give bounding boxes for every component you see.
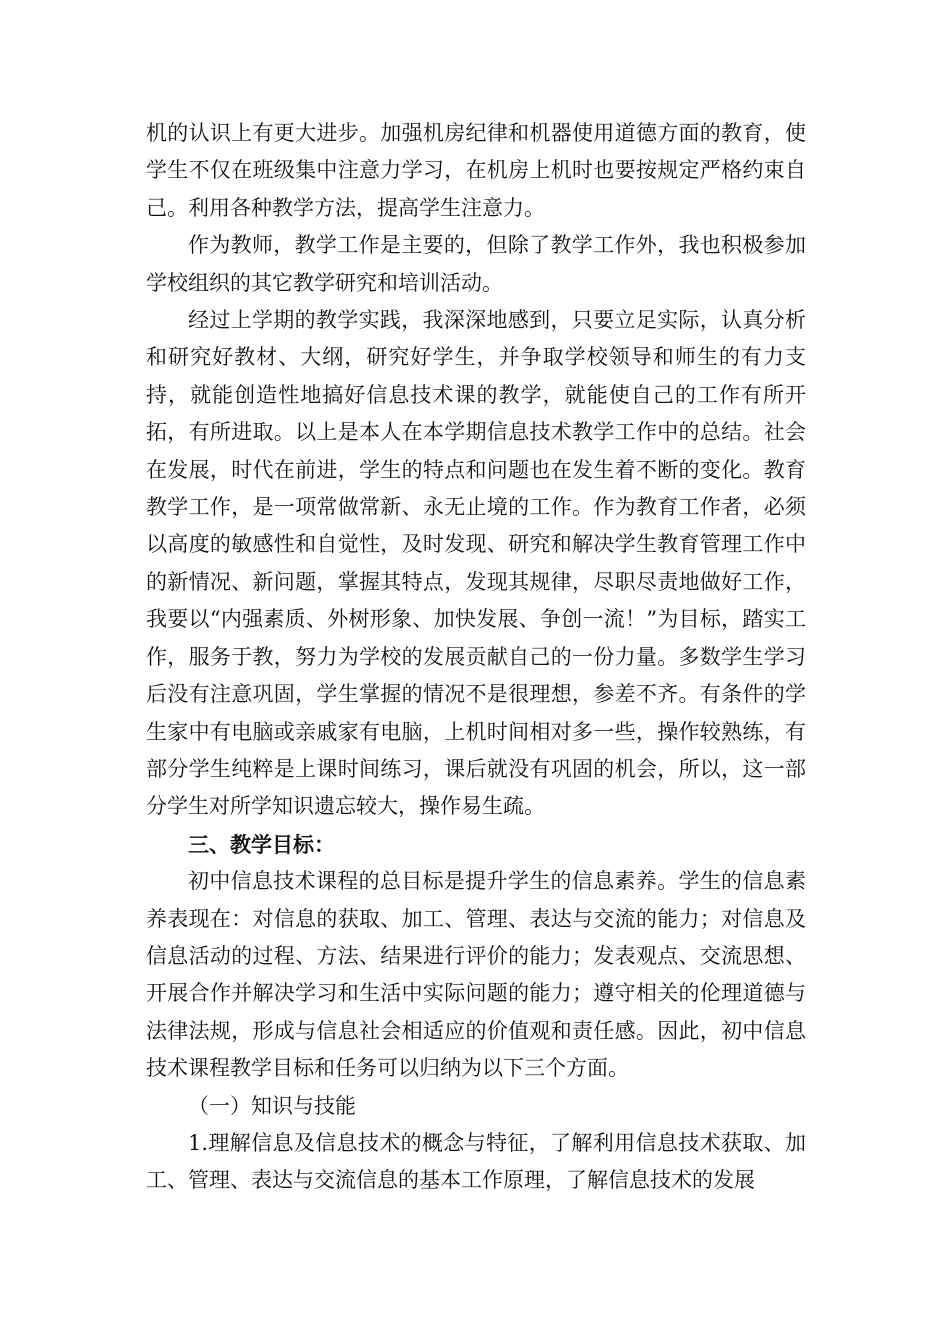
document-body — [146, 115, 806, 1200]
section-heading-teaching-goals: 三、教学目标： — [188, 831, 335, 857]
paragraph-continuation: 机的认识上有更大进步。加强机房纪律和机器使用道德方面的教育，使学生不仅在班级集中注意力学习，在机房上机时也要按规定严格约束自己。利用各种教学方法，提高学生注意力。 — [146, 121, 806, 220]
paragraph-summary: 经过上学期的教学实践，我深深地感到，只要立足实际，认真分析和研究好教材、大纲，研究好学生，并争取学校领导和师生的有力支持，就能创造性地搞好信息技术课的教学，就能使自己的工作有所开拓，有所进取。以上是本人在本学期信息技术教学工作中的总结。社会在发展，时代在前进，学生的特点和问题也在发生着不断的变化。教育教学工作，是一项常做常新、永无止境的工作。作为教育工作者，必须以高度的敏感性和自觉性，及时发现、研究和解决学生教育管理工作中的新情况、新问题，掌握其特点，发现其规律，尽职尽责地做好工作，我要以“内强素质、外树形象、加快发展、争创一流！”为目标，踏实工作，服务于教，努力为学校的发展贡献自己的一份力量。多数学生学习后没有注意巩固，学生掌握的情况不是很理想，参差不齐。有条件的学生家中有电脑或亲戚家有电脑，上机时间相对多一些，操作较熟练，有部分学生纯粹是上课时间练习，课后就没有巩固的机会，所以，这一部分学生对所学知识遗忘较大，操作易生疏。 — [146, 308, 806, 819]
subheading-knowledge-skills: （一）知识与技能 — [188, 1093, 356, 1118]
paragraph-course-goals: 初中信息技术课程的总目标是提升学生的信息素养。学生的信息素养表现在：对信息的获取、加工、管理、表达与交流的能力；对信息及信息活动的过程、方法、结果进行评价的能力；发表观点、交流思想、开展合作并解决学习和生活中实际问题的能力；遵守相关的伦理道德与法律法规，形成与信息社会相适应的价值观和责任感。因此，初中信息技术课程教学目标和任务可以归纳为以下三个方面。 — [146, 869, 806, 1081]
list-item-1: 1.理解信息及信息技术的概念与特征，了解利用信息技术获取、加工、管理、表达与交流信息的基本工作原理，了解信息技术的发展 — [146, 1130, 806, 1193]
paragraph-teacher-work: 作为教师，教学工作是主要的，但除了教学工作外，我也积极参加学校组织的其它教学研究和培训活动。 — [146, 233, 806, 295]
